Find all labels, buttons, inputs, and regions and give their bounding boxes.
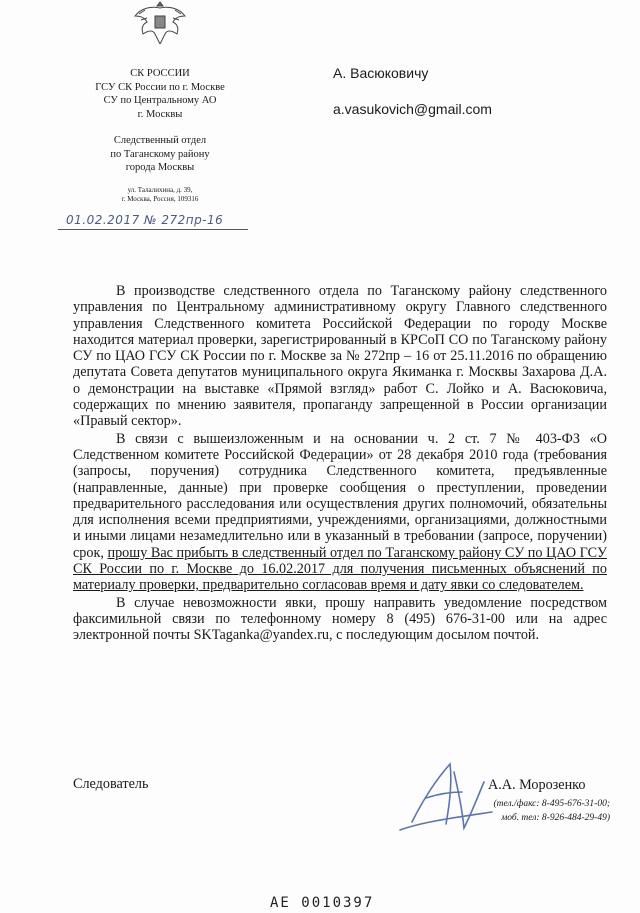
signer-tel-fax: (тел./факс: 8-495-676-31-00; xyxy=(493,799,610,809)
recipient-email: a.vasukovich@gmail.com xyxy=(333,101,492,117)
paragraph-3: В случае невозможности явки, прошу направить уведомление посредством факсимильной связи по телефонному номеру 8 (495) 676-31-00 или на адрес электронной почты SKTaganka@yandex.ru, с последующим досылом почтой. xyxy=(73,594,607,644)
coat-of-arms-icon xyxy=(131,0,189,44)
paragraph-2 xyxy=(73,431,607,594)
registration-line xyxy=(58,211,248,230)
dept-line: Следственный отдел xyxy=(113,135,207,146)
letter-body xyxy=(73,283,607,644)
dept-line: города Москвы xyxy=(125,162,195,173)
paragraph-1: В производстве следственного отдела по Таганскому району следственного управления по Центральному административному округу Главного следственного управления Следственного комитета Российской Федерации по городу Москве находится материал проверки, зарегистрированный в КРСоП СО по Таганскому району СУ по ЦАО ГСУ СК России по г. Москве за № 272пр – 16 от 25.11.2016 по обращению депутата Совета депутатов муниципального округа Якиманка г. Москвы Захарова Д.А. о демонстрации на выставке «Прямой взгляд» работ С. Лойко и А. Васюковича, содержащих по мнению заявителя, пропаганду запрещенной в России организации «Правый сектор». xyxy=(73,283,607,430)
recipient-name: А. Васюковичу xyxy=(333,65,429,81)
signer-name: А.А. Морозенко xyxy=(488,777,586,793)
org-line: СК РОССИИ xyxy=(130,68,190,79)
org-line: СУ по Центральному АО xyxy=(103,95,217,106)
org-line: г. Москвы xyxy=(137,108,183,120)
signer-contacts xyxy=(462,797,610,825)
signer-mobile: моб. тел: 8-926-484-29-49) xyxy=(501,813,610,823)
address-line: г. Москва, Россия, 109316 xyxy=(121,195,199,203)
recipient-block xyxy=(333,64,492,118)
dept-line: по Таганскому району xyxy=(110,148,210,160)
paragraph-2-request: прошу Вас прибыть в следственный отдел по Таганскому району СУ по ЦАО ГСУ СК России по г. Москве до 16.02.2017 для получения письменных объяснений по материалу проверки, предварительно согласовав время и дату явки со следователем. xyxy=(73,544,607,594)
registration-number: 01.02.2017 № 272пр-16 xyxy=(66,213,224,227)
address-line: ул. Талалихина, д. 39, xyxy=(127,186,193,194)
signer-title: Следователь xyxy=(73,776,149,792)
paragraph-2-text: В связи с вышеизложенным и на основании ч. 2 ст. 7 № 403-ФЗ «О Следственном комитете Российской Федерации» от 28 декабря 2010 года (требования (запросы, поручения) сотрудника Следственного комитета, предъявленные (направленные, данные) при проверке сообщения о преступлении, проведении предварительного расследования или осуществления других полномочий, обязательны для исполнения всеми предприятиями, учреждениями, организациями, должностными и иными лицами незамедлительно или в указанный в требовании (запросе, поручении) срок, xyxy=(73,430,607,561)
org-line: ГСУ СК России по г. Москве xyxy=(95,81,225,93)
organization-block xyxy=(60,67,260,175)
address-block xyxy=(60,186,260,204)
form-serial-number: АЕ 0010397 xyxy=(270,895,375,911)
